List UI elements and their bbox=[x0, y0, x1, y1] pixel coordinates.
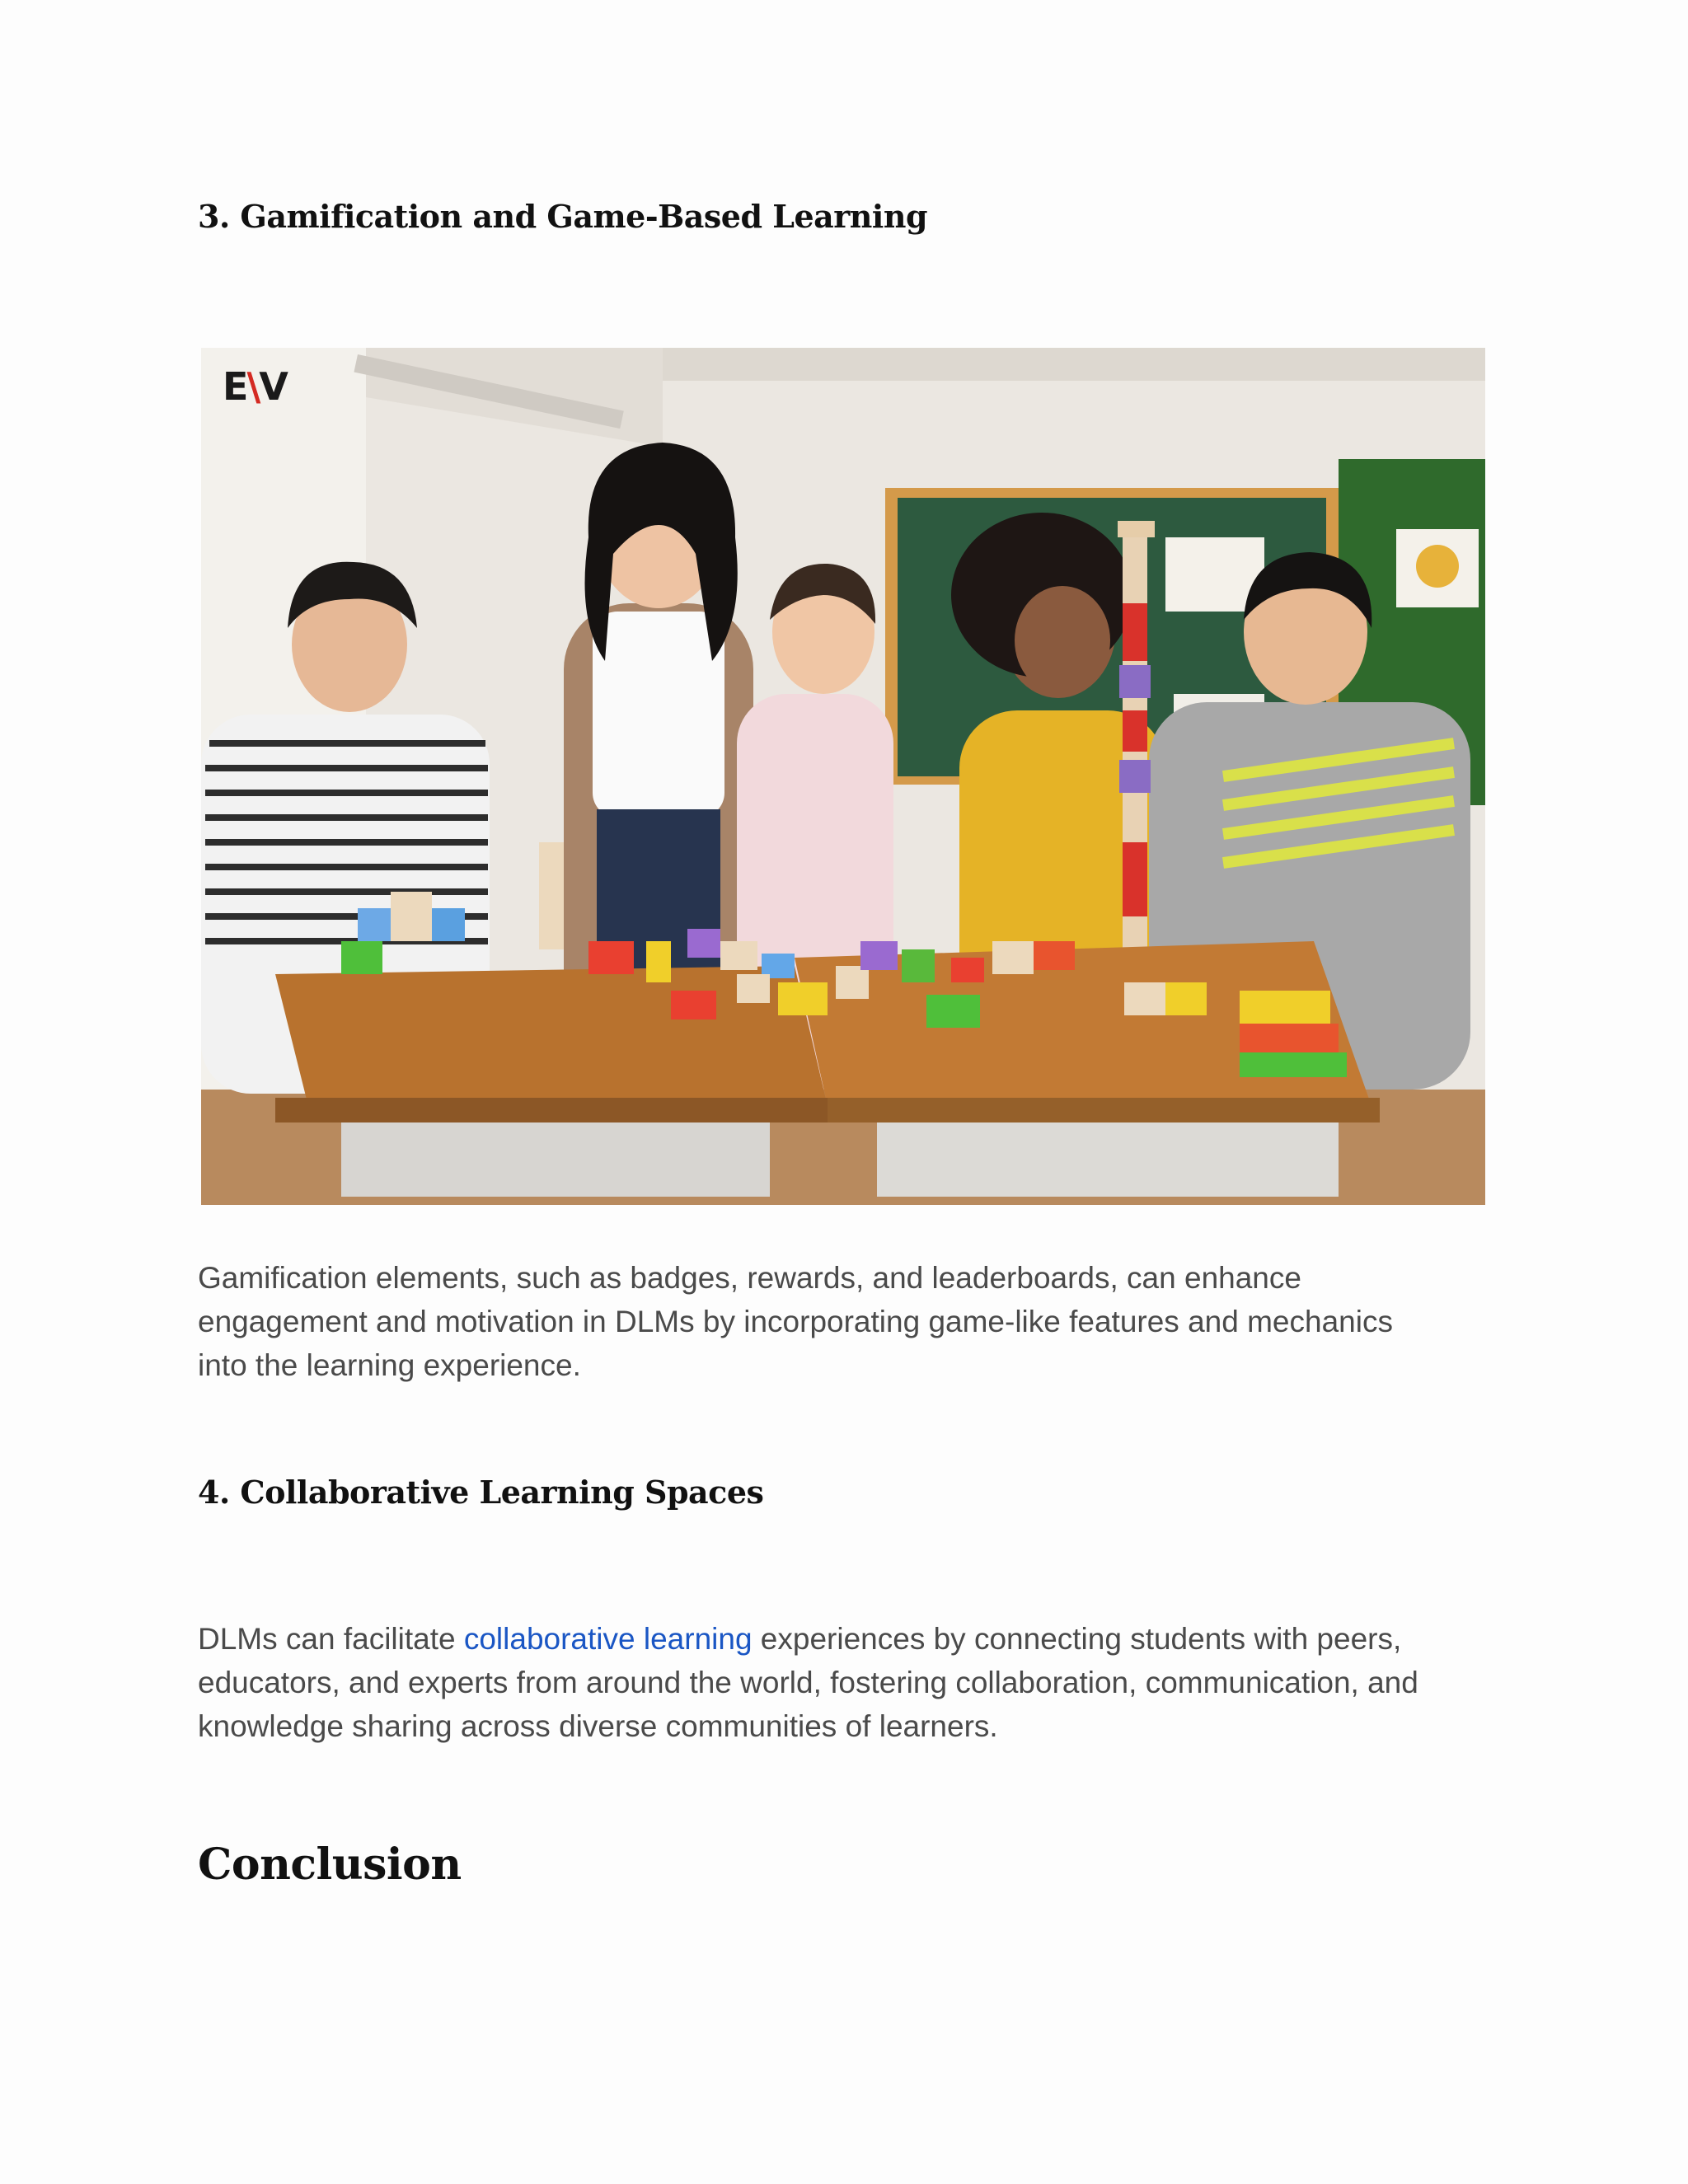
paragraph-line: educators, and experts from around the world, fostering collaboration, communication, and bbox=[198, 1666, 1418, 1699]
classroom-illustration bbox=[201, 348, 1485, 1205]
section-heading-gamification: 3. Gamification and Game-Based Learning bbox=[198, 198, 928, 235]
paragraph-text: DLMs can facilitate bbox=[198, 1622, 464, 1656]
paragraph-line: engagement and motivation in DLMs by incorporating game-like features and mechanics bbox=[198, 1305, 1393, 1338]
classroom-photo bbox=[201, 348, 1485, 1205]
logo-letter-e: E bbox=[223, 364, 247, 409]
logo-slash: \ bbox=[246, 364, 260, 409]
conclusion-heading: Conclusion bbox=[198, 1840, 462, 1890]
ew-logo bbox=[223, 364, 287, 409]
collaborative-paragraph bbox=[198, 1617, 1484, 1748]
paragraph-line: Gamification elements, such as badges, rewards, and leaderboards, can enhance bbox=[198, 1261, 1301, 1295]
paragraph-text: experiences by connecting students with peers, bbox=[752, 1622, 1402, 1656]
paragraph-line bbox=[198, 1617, 1484, 1661]
section-heading-collaborative: 4. Collaborative Learning Spaces bbox=[198, 1474, 764, 1511]
collaborative-learning-link[interactable]: collaborative learning bbox=[463, 1622, 753, 1656]
gamification-paragraph bbox=[198, 1256, 1484, 1387]
logo-letter-v: V bbox=[259, 364, 287, 409]
paragraph-line: into the learning experience. bbox=[198, 1348, 581, 1382]
paragraph-line: knowledge sharing across diverse communities of learners. bbox=[198, 1709, 998, 1743]
